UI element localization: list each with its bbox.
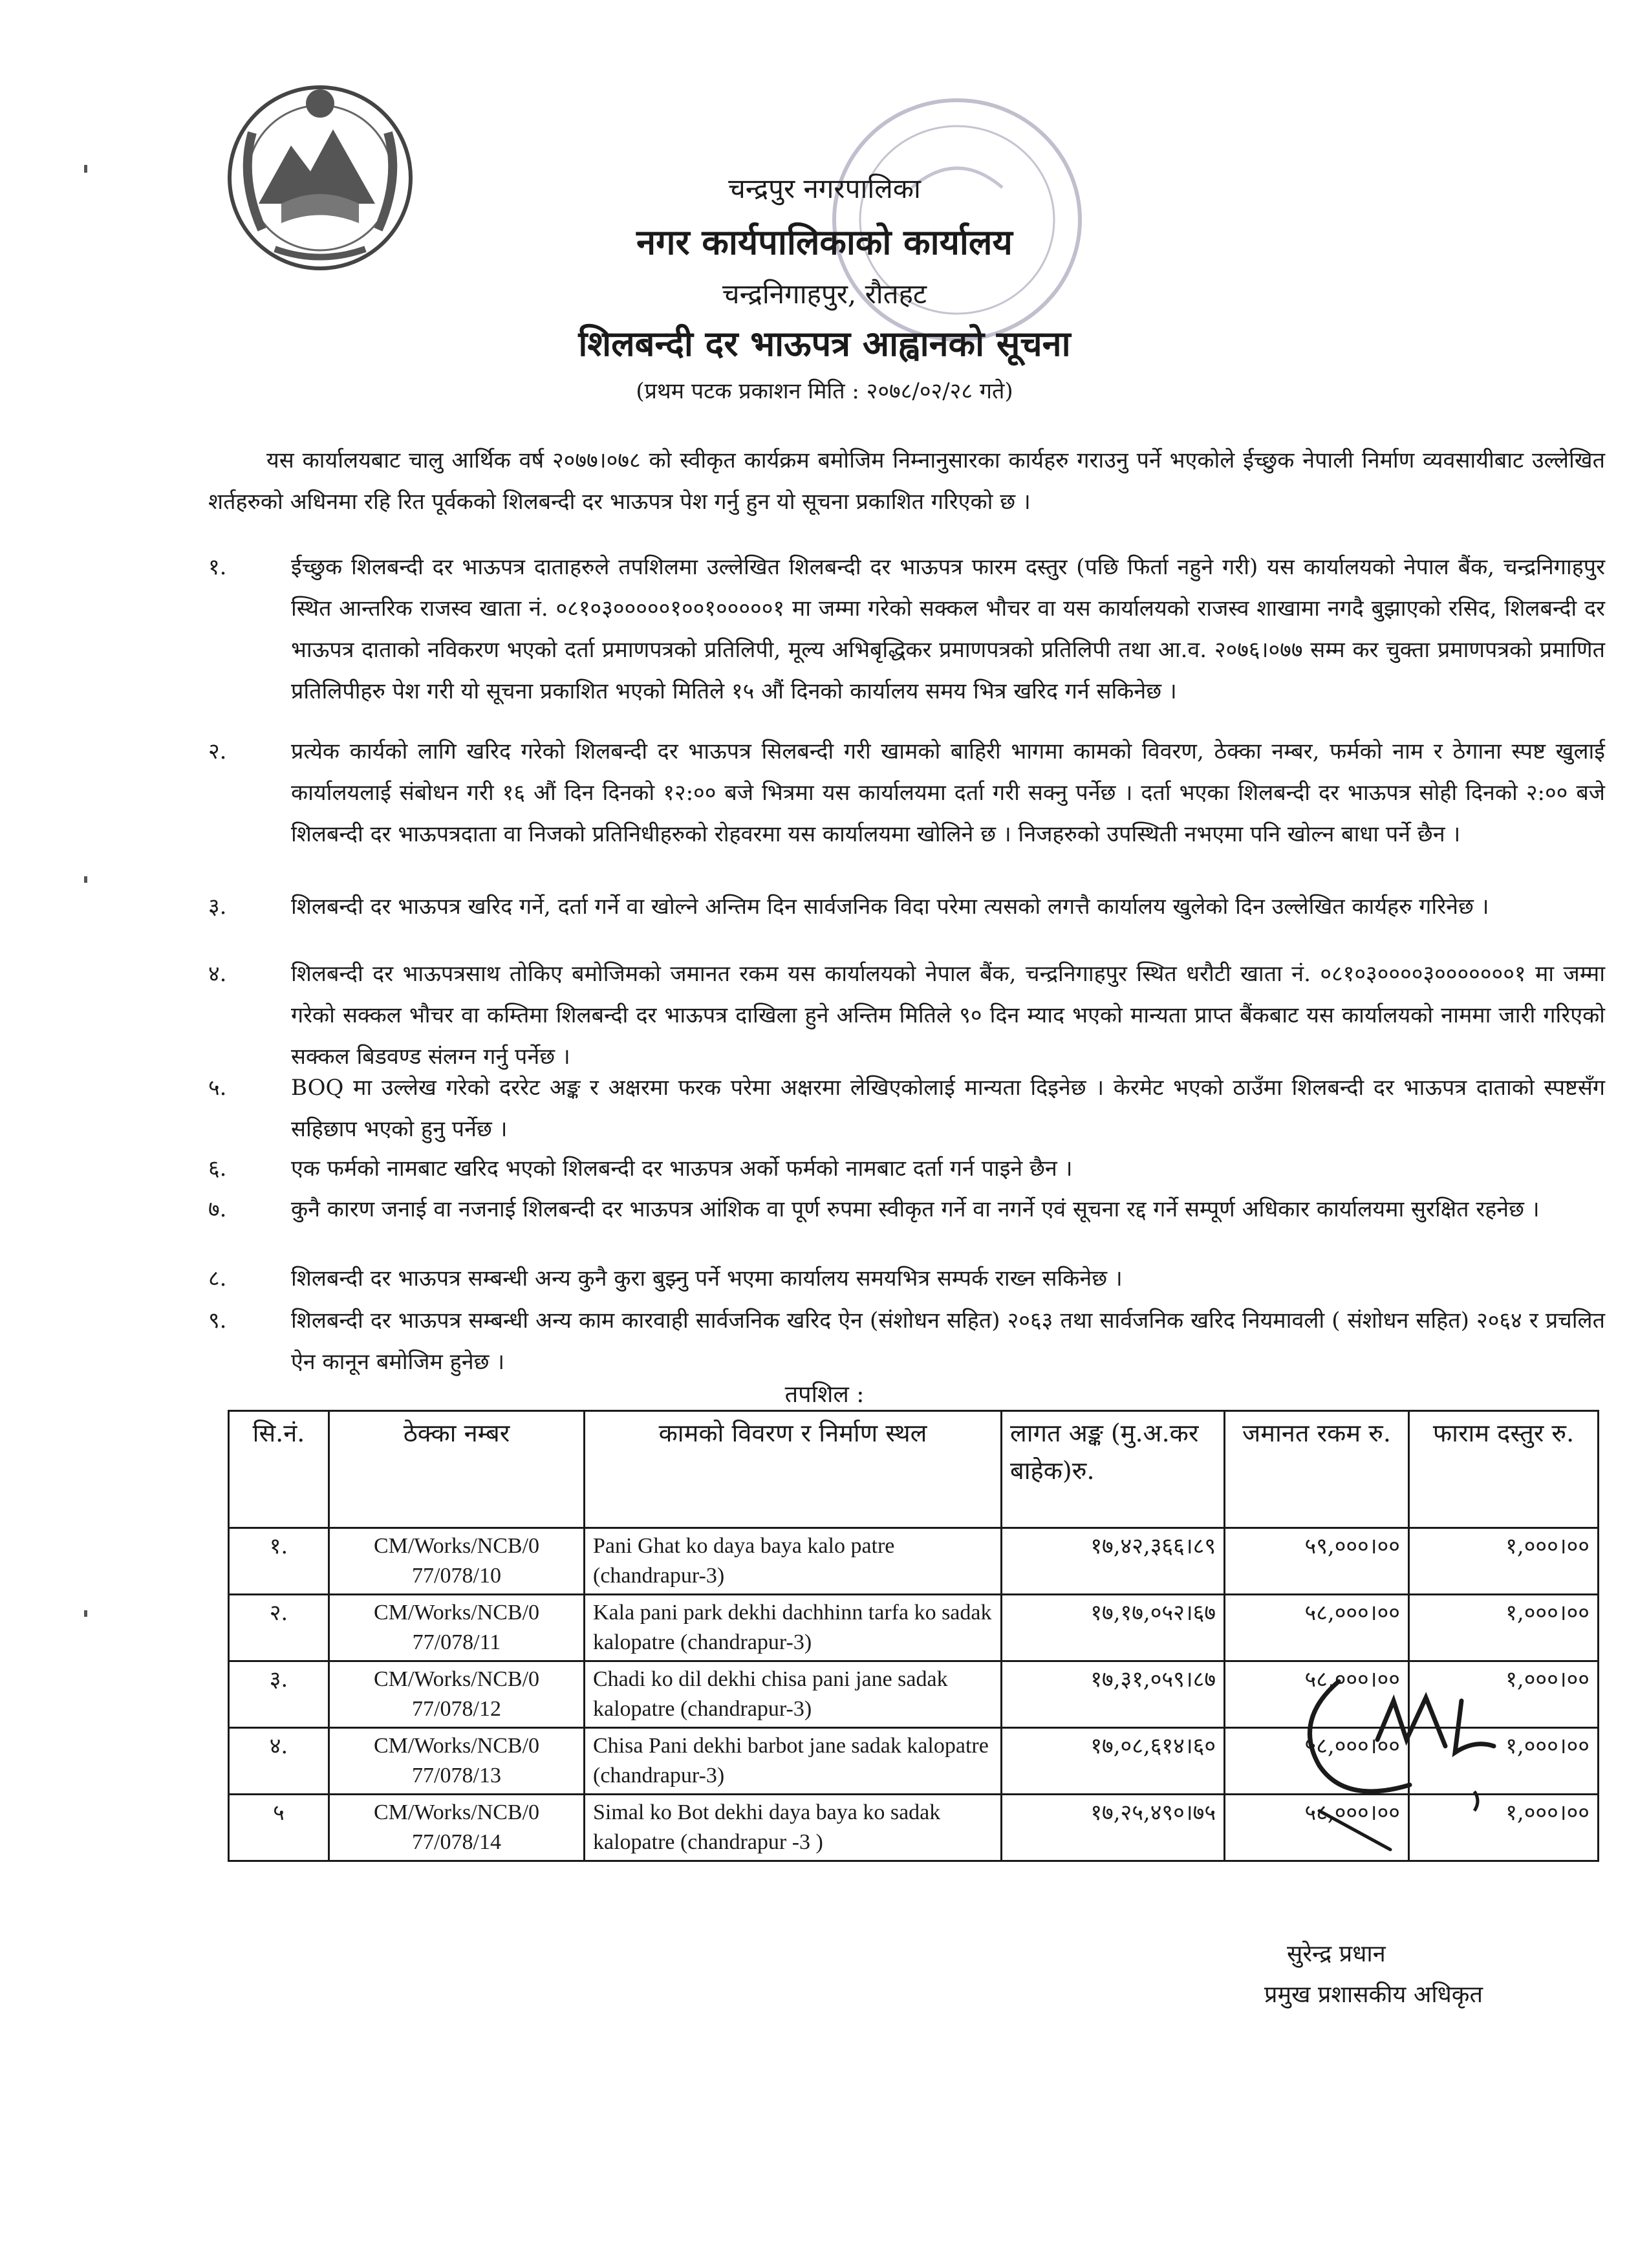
condition-number: ७. (208, 1196, 227, 1222)
column-header: फाराम दस्तुर रु. (1409, 1411, 1599, 1528)
cell-deposit: ५८,०००।०० (1225, 1595, 1409, 1661)
cell-contract: CM/Works/NCB/0 77/078/10 (329, 1528, 585, 1595)
cell-deposit: ५९,०००।०० (1225, 1528, 1409, 1595)
handwritten-signature-icon (1280, 1662, 1513, 1869)
cell-sn: ५ (229, 1795, 329, 1861)
notice-title: शिलबन्दी दर भाऊपत्र आह्वानको सूचना (578, 323, 1071, 364)
cell-contract: CM/Works/NCB/0 77/078/13 (329, 1728, 585, 1795)
cell-description: Chisa Pani dekhi barbot jane sadak kalopatre (chandrapur-3) (585, 1728, 1002, 1795)
condition-number: ६. (208, 1156, 227, 1182)
condition-number: ५. (208, 1075, 227, 1101)
condition-number: १. (208, 554, 227, 580)
cell-sn: ३. (229, 1661, 329, 1728)
cell-deposit: ५८,०००।०० (1225, 1795, 1409, 1861)
cell-cost: १७,२५,४९०।७५ (1002, 1795, 1225, 1861)
condition-number: ४. (208, 961, 227, 987)
scan-speck (84, 876, 87, 883)
condition-text: ईच्छुक शिलबन्दी दर भाऊपत्र दाताहरुले तपशिलमा उल्लेखित शिलबन्दी दर भाऊपत्र फारम दस्तुर (पछि फिर्ता नहुने गरी) यस कार्यालयको नेपाल बैंक, चन्द्रनिगाहपुर स्थित आन्तरिक राजस्व खाता नं. ०८१०३०००००१००१०००००१ मा जम्मा गरेको सक्कल भौचर वा यस कार्यालयको राजस्व शाखामा नगदै बुझाएको रसिद, शिलबन्दी दर भाऊपत्र दाताको नविकरण भएको दर्ता प्रमाणपत्रको प्रतिलिपी, मूल्य अभिबृद्धिकर प्रमाणपत्रको प्रतिलिपी तथा आ.व. २०७६।०७७ सम्म कर चुक्ता प्रमाणपत्रको प्रमाणित प्रतिलिपीहरु पेश गरी यो सूचना प्रकाशित भएको मितिले १५ औं दिनको कार्यालय समय भित्र खरिद गर्न सकिनेछ । (291, 554, 1605, 704)
cell-deposit: ५८,०००।०० (1225, 1661, 1409, 1728)
cell-cost: १७,४२,३६६।८९ (1002, 1528, 1225, 1595)
cell-sn: २. (229, 1595, 329, 1661)
column-header: जमानत रकम रु. (1225, 1411, 1409, 1528)
condition-number: ८. (208, 1266, 227, 1291)
municipality-name: चन्द्रपुर नगरपालिका (728, 173, 921, 204)
cell-fee: १,०००।०० (1409, 1661, 1599, 1728)
scan-speck (84, 1610, 87, 1617)
cell-contract: CM/Works/NCB/0 77/078/12 (329, 1661, 585, 1728)
cell-fee: १,०००।०० (1409, 1728, 1599, 1795)
cell-fee: १,०००।०० (1409, 1795, 1599, 1861)
signatory-name: सुरेन्द्र प्रधान (1287, 1941, 1386, 1967)
condition-number: २. (208, 739, 227, 764)
condition-text: कुनै कारण जनाई वा नजनाई शिलबन्दी दर भाऊपत्र आंशिक वा पूर्ण रुपमा स्वीकृत गर्ने वा नगर्ने एवं सूचना रद्द गर्ने सम्पूर्ण अधिकार कार्यालयमा सुरक्षित रहनेछ । (291, 1196, 1540, 1222)
office-name: नगर कार्यपालिकाको कार्यालय (636, 221, 1013, 263)
column-header: ठेक्का नम्बर (329, 1411, 585, 1528)
cell-cost: १७,०८,६१४।६० (1002, 1728, 1225, 1795)
condition-text: एक फर्मको नामबाट खरिद भएको शिलबन्दी दर भाऊपत्र अर्को फर्मको नामबाट दर्ता गर्न पाइने छैन । (291, 1156, 1073, 1182)
condition-number: ९. (208, 1308, 227, 1334)
condition-text: शिलबन्दी दर भाऊपत्र सम्बन्धी अन्य कुनै कुरा बुझ्नु पर्ने भएमा कार्यालय समयभित्र सम्पर्क राख्न सकिनेछ । (291, 1266, 1123, 1291)
signatory-designation: प्रमुख प्रशासकीय अधिकृत (1264, 1982, 1483, 2008)
cell-description: Pani Ghat ko daya baya kalo patre (chandrapur-3) (585, 1528, 1002, 1595)
cell-cost: १७,१७,०५२।६७ (1002, 1595, 1225, 1661)
column-header: कामको विवरण र निर्माण स्थल (585, 1411, 1002, 1528)
condition-number: ३. (208, 894, 227, 920)
cell-description: Chadi ko dil dekhi chisa pani jane sadak kalopatre (chandrapur-3) (585, 1661, 1002, 1728)
condition-text: शिलबन्दी दर भाऊपत्र खरिद गर्ने, दर्ता गर्ने वा खोल्ने अन्तिम दिन सार्वजनिक विदा परेमा त्यसको लगत्तै कार्यालय खुलेको दिन उल्लेखित कार्यहरु गरिनेछ । (291, 894, 1489, 920)
table-header-row (229, 1411, 1599, 1528)
column-header: सि.नं. (229, 1411, 329, 1528)
cell-description: Simal ko Bot dekhi daya baya ko sadak kalopatre (chandrapur -3 ) (585, 1795, 1002, 1861)
cell-sn: १. (229, 1528, 329, 1595)
condition-text: शिलबन्दी दर भाऊपत्रसाथ तोकिए बमोजिमको जमानत रकम यस कार्यालयको नेपाल बैंक, चन्द्रनिगाहपुर स्थित धरौटी खाता नं. ०८१०३००००३०००००००१ मा जम्मा गरेको सक्कल भौचर वा कम्तिमा शिलबन्दी दर भाऊपत्र दाखिला हुने अन्तिम मितिले ९० दिन म्याद भएको मान्यता प्राप्त बैंकबाट यस कार्यालयको नाममा जारी गरिएको सक्कल बिडवण्ड संलग्न गर्नु पर्नेछ । (291, 961, 1605, 1070)
cell-cost: १७,३१,०५९।८७ (1002, 1661, 1225, 1728)
cell-sn: ४. (229, 1728, 329, 1795)
office-address: चन्द्रनिगाहपुर, रौतहट (722, 278, 927, 310)
table-row (229, 1595, 1599, 1661)
condition-text: प्रत्येक कार्यको लागि खरिद गरेको शिलबन्दी दर भाऊपत्र सिलबन्दी गरी खामको बाहिरी भागमा कामको विवरण, ठेक्का नम्बर, फर्मको नाम र ठेगाना स्पष्ट खुलाई कार्यालयलाई संबोधन गरी १६ औं दिन दिनको १२:०० बजे भित्रमा यस कार्यालयमा दर्ता गरी सक्नु पर्नेछ । दर्ता भएका शिलबन्दी दर भाऊपत्र सोही दिनको २:०० बजे शिलबन्दी दर भाऊपत्रदाता वा निजको प्रतिनिधीहरुको रोहवरमा यस कार्यालयमा खोलिने छ । निजहरुको उपस्थिती नभएमा पनि खोल्न बाधा पर्ने छैन । (291, 739, 1605, 847)
condition-text: शिलबन्दी दर भाऊपत्र सम्बन्धी अन्य काम कारवाही सार्वजनिक खरिद ऐन (संशोधन सहित) २०६३ तथा सार्वजनिक खरिद नियमावली ( संशोधन सहित) २०६४ र प्रचलित ऐन कानून बमोजिम हुनेछ । (291, 1308, 1605, 1375)
publish-date-note: (प्रथम पटक प्रकाशन मिति : २०७८/०२/२८ गते) (636, 378, 1013, 404)
scan-speck (84, 165, 87, 173)
intro-paragraph: यस कार्यालयबाट चालु आर्थिक वर्ष २०७७।०७८ को स्वीकृत कार्यक्रम बमोजिम निम्नानुसारका कार्यहरु गराउनु पर्ने भएकोले ईच्छुक नेपाली निर्माण व्यवसायीबाट उल्लेखित शर्तहरुको अधिनमा रहि रित पूर्वकको शिलबन्दी दर भाऊपत्र पेश गर्नु हुन यो सूचना प्रकाशित गरिएको छ । (208, 448, 1605, 515)
table-row (229, 1528, 1599, 1595)
cell-fee: १,०००।०० (1409, 1528, 1599, 1595)
cell-deposit: ५८,०००।०० (1225, 1728, 1409, 1795)
column-header: लागत अङ्क (मु.अ.कर बाहेक)रु. (1002, 1411, 1225, 1528)
schedule-caption: तपशिल : (784, 1381, 865, 1408)
cell-description: Kala pani park dekhi dachhinn tarfa ko sadak kalopatre (chandrapur-3) (585, 1595, 1002, 1661)
cell-contract: CM/Works/NCB/0 77/078/14 (329, 1795, 585, 1861)
cell-contract: CM/Works/NCB/0 77/078/11 (329, 1595, 585, 1661)
cell-fee: १,०००।०० (1409, 1595, 1599, 1661)
condition-text: BOQ मा उल्लेख गरेको दररेट अङ्क र अक्षरमा फरक परेमा अक्षरमा लेखिएकोलाई मान्यता दिइनेछ । केरमेट भएको ठाउँमा शिलबन्दी दर भाऊपत्र दाताको स्पष्टसँग सहिछाप भएको हुनु पर्नेछ । (291, 1075, 1605, 1142)
